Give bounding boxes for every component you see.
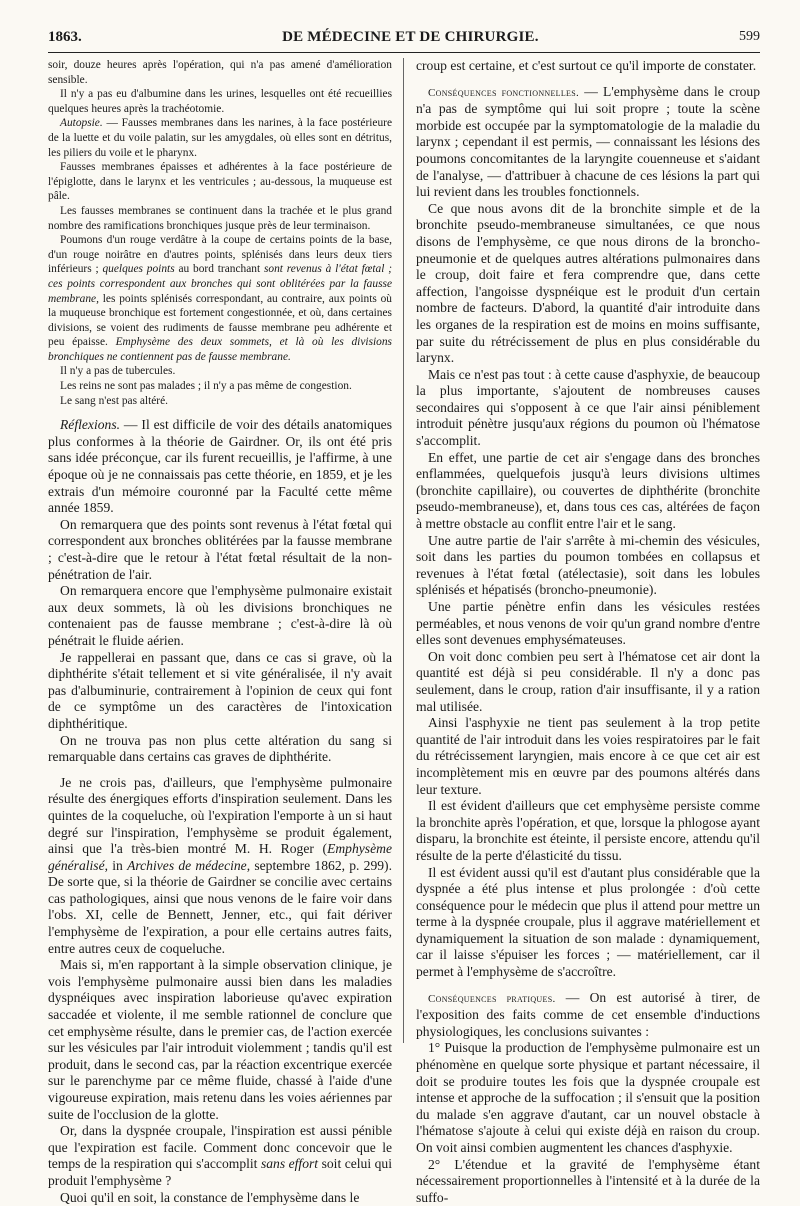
body-paragraph: On voit donc combien peu sert à l'hématose cet air dont la quantité est déjà si peu considérable. Il n'y a donc pas seulement, dans le croup, ration d'air insuffisante, il y a ration mal utilisée. — [416, 648, 760, 714]
right-column — [416, 58, 760, 1206]
left-column — [48, 58, 392, 1206]
body-paragraph: Il est évident aussi qu'il est d'autant plus considérable que la dyspnée a été plus intense et plus prolongée : d'où cette conséquence pour le médecin que plus il attend pour mettre un terme à la dyspnée croupale, plus il aggrave matériellement et dynamiquement la situation de son malade : dynamiquement, car il laisse s'épuiser les forces ; — matériellement, car il permet à l'emphysème de s'accroître. — [416, 864, 760, 980]
obs-paragraph: Fausses membranes épaisses et adhérentes à la face postérieure de l'épiglotte, dans le larynx et les ventricules ; au-dessous, la muqueuse est pâle. — [48, 161, 392, 203]
body-paragraph: Je ne crois pas, d'ailleurs, que l'emphysème pulmonaire résulte des énergiques efforts d'inspiration seulement. Dans les quintes de la coqueluche, où l'expiration l'emporte à un si haut degré sur l'inspiration, l'emphysème se produit également, ainsi que l'a très-bien montré M. H. Roger (Emphysème généralisé, in Archives de médecine, septembre 1862, p. 299). De sorte que, si la théorie de Gairdner se concilie avec certains cas pathologiques, ainsi que nous venons de le faire voir dans l'obs. XI, celle de Bennett, Jenner, etc., qui fait dériver l'emphysème de l'expiration, a pour elle certains autres faits, entre autres ceux de coqueluche. — [48, 774, 392, 956]
body-paragraph: Ainsi l'asphyxie ne tient pas seulement à la trop petite quantité de l'air introduit dans les voies respiratoires par le fait du rétrécissement laryngien, mais encore à ce que cet air est incomplètement mis en œuvre par des poumons altérés dans leur texture. — [416, 715, 760, 797]
body-paragraph: On remarquera encore que l'emphysème pulmonaire existait aux deux sommets, là où les divisions bronchiques ne contenaient pas de fausse membrane ; c'est-à-dire là où pénétrait le fluide aérien. — [48, 583, 392, 648]
body-paragraph: Une partie pénètre enfin dans les vésicules restées perméables, et nous venons de voir qu'un grand nombre d'entre elles sont devenues emphysémateuses. — [416, 599, 760, 648]
header-journal-title: DE MÉDECINE ET DE CHIRURGIE. — [282, 28, 539, 45]
body-paragraph: On remarquera que des points sont revenus à l'état fœtal qui correspondent aux bronches oblitérées par la fausse membrane ; c'est-à-dire que le retour à l'état fœtal résultait de la non-pénétration de l'air. — [48, 516, 392, 582]
body-paragraph: croup est certaine, et c'est surtout ce qu'il importe de constater. — [416, 58, 757, 73]
body-paragraph: Ce que nous avons dit de la bronchite simple et de la bronchite pseudo-membraneuse simultanées, ce que nous disons de l'emphysème, ce que nous dirons de la broncho-pneumonie et de quelques autres altérations pulmonaires dans le croup, doit faire et fera comprendre que, dans cette affection, l'angoisse dyspnéique est le produit d'un certain nombre de facteurs. D'abord, la quantité d'air introduite dans les organes de la respiration est de moins en moins suffisante, par suite du rétrécissement de plus en plus considérable du larynx. — [416, 200, 760, 366]
obs-paragraph: Les reins ne sont pas malades ; il n'y a pas même de congestion. — [60, 380, 352, 393]
page-number: 599 — [739, 29, 760, 44]
lungs-paragraph: Poumons d'un rouge verdâtre à la coupe de certains points de la base, d'un rouge noirâtre en d'autres points, splénisés dans leurs deux tiers inférieurs ; quelques points au bord tranchant sont revenus à l'état fœtal ; ces points correspondent aux bronches qui sont oblitérées par la fausse membrane, les points splénisés correspondant, au contraire, aux points où la muqueuse bronchique est fortement congestionnée, et où, dans certaines divisions, se voient des rudiments de fausse membrane peu adhérente et peu épaisse. Emphysème des deux sommets, et là où les divisions bronchiques ne contiennent pas de fausse membrane. — [48, 234, 393, 363]
obs-paragraph: Il n'y a pas de tubercules. — [60, 365, 176, 378]
body-paragraph: Mais si, m'en rapportant à la simple observation clinique, je vois l'emphysème pulmonaire aussi bien dans les maladies dyspnéiques avec inspiration laborieuse qu'avec expiration saccadée et violente, il me semble rationnel de conclure que cet emphysème résulte, dans le premier cas, de l'action exercée sur les vésicules par l'air introduit violemment ; tandis qu'il est produit, dans le second cas, par la réaction excentrique exercée sur le parenchyme par ce même fluide, chassé à l'aide d'une vigoureuse expiration, mais retenu dans les voies aériennes par suite de l'occlusion de la glotte. — [48, 957, 392, 1122]
numbered-conclusion: 2° L'étendue et la gravité de l'emphysème étant nécessairement proportionnelles à l'intensité et à la durée de la suffo- — [416, 1156, 760, 1205]
practical-section: Conséquences pratiques. — On est autorisé à tirer, de l'exposition des faits comme de cet ensemble d'inductions physiologiques, les conclusions suivantes : — [416, 989, 760, 1039]
body-paragraph: Je rappellerai en passant que, dans ce cas si grave, où la diphthérite s'était tellement et si vite généralisée, il n'y avait pas d'albuminurie, contrairement à l'opinion de ceux qui font de ce symptôme un des caractères de l'intoxication diphthéritique. — [48, 649, 392, 731]
obs-paragraph: Les fausses membranes se continuent dans la trachée et le plus grand nombre des ramifications bronchiques jusque près de leur terminaison. — [48, 204, 392, 232]
body-paragraph: En effet, une partie de cet air s'engage dans des bronches enflammées, quelquefois jusqu'à leurs divisions ultimes (bronchite capillaire), ou couvertes de diphthérite (bronchite pseudo-membraneuse), et, dans tous ces cas, altérées de façon à mettre obstacle au conflit entre l'air et le sang. — [416, 449, 760, 532]
body-paragraph: Une autre partie de l'air s'arrête à mi-chemin des vésicules, soit dans les parties du poumon tombées en collapsus et revenues à l'état fœtal (atélectasie), soit dans les lobules splénisés et hépatisés (broncho-pneumonie). — [416, 532, 760, 598]
body-paragraph: Or, dans la dyspnée croupale, l'inspiration est aussi pénible que l'expiration est facile. Comment donc concevoir que le temps de la respiration qui s'accomplit sans effort soit celui qui produit l'emphysème ? — [48, 1123, 393, 1188]
obs-paragraph: Le sang n'est pas altéré. — [60, 394, 169, 407]
obs-paragraph: Il n'y a pas eu d'albumine dans les urines, lesquelles ont été recueillies quelques heures après la trachéotomie. — [48, 88, 392, 115]
section-heading-practical: Conséquences pratiques. — [428, 992, 556, 1005]
functional-section: Conséquences fonctionnelles. — L'emphysème dans le croup n'a pas de symptôme qui lui soit propre ; toute la scène morbide est occupée par la symptomatologie de la maladie du larynx ; cependant il est permis, — connaissant les lésions des poumons concomitantes de la laryngite couenneuse et s'aidant de l'analyse, — d'attribuer à chacune de ces lésions la part qui lui revient dans les troubles fonctionnels. — [416, 83, 760, 200]
reflexions-paragraph: Réflexions. — Il est difficile de voir des détails anatomiques plus conformes à la théorie de Gairdner. Or, ils ont été pris sans idée préconçue, car ils furent recueillis, je l'affirme, à une époque où je ne connaissais pas cette théorie, en 1859, et je les extrais d'un mémoire couronné par la Faculté cette même année 1859. — [48, 417, 392, 516]
numbered-conclusion: 1° Puisque la production de l'emphysème pulmonaire est un phénomène en quelque sorte physique et partant nécessaire, il doit se produire toutes les fois que la dyspnée croupale est intense et approche de la suffocation ; il s'ensuit que la position du malade s'en aggrave d'autant, car un nouvel obstacle à l'hématose s'ajoute à celui qui existe déjà en raison du croup. On voit ainsi combien augmentent les chances d'asphyxie. — [416, 1040, 760, 1155]
autopsy-label: Autopsie. — [60, 117, 103, 130]
autopsy-paragraph: Autopsie. — Fausses membranes dans les narines, à la face postérieure de la luette et du voile palatin, sur les amygdales, où elles sont en détritus, les piliers du voile et le pharynx. — [48, 117, 392, 159]
running-header — [48, 22, 760, 53]
body-paragraph: Il est évident d'ailleurs que cet emphysème persiste comme la bronchite après l'opération, et que, lorsque la phlogose ayant disparu, la bronchite est éteinte, il persiste encore, attendu qu'il résulte de la perte d'élasticité du tissu. — [416, 798, 760, 863]
body-paragraph: On ne trouva pas non plus cette altération du sang si remarquable dans certains cas graves de diphthérite. — [48, 732, 392, 765]
body-paragraph: Quoi qu'il en soit, la constance de l'emphysème dans le — [60, 1189, 360, 1205]
reflexions-label: Réflexions. — [60, 417, 121, 433]
obs-paragraph: soir, douze heures après l'opération, qui n'a pas amené d'amélioration sensible. — [48, 59, 392, 86]
column-divider — [403, 58, 404, 1043]
body-paragraph: Mais ce n'est pas tout : à cette cause d'asphyxie, de beaucoup la plus importante, s'ajoutent de nombreuses causes secondaires qui s'opposent à ce que l'air ainsi péniblement introduit pénètre jusqu'aux régions du poumon où l'hématose s'accomplit. — [416, 366, 760, 449]
header-year: 1863. — [48, 28, 82, 45]
section-heading-functional: Conséquences fonctionnelles. — [428, 86, 580, 99]
